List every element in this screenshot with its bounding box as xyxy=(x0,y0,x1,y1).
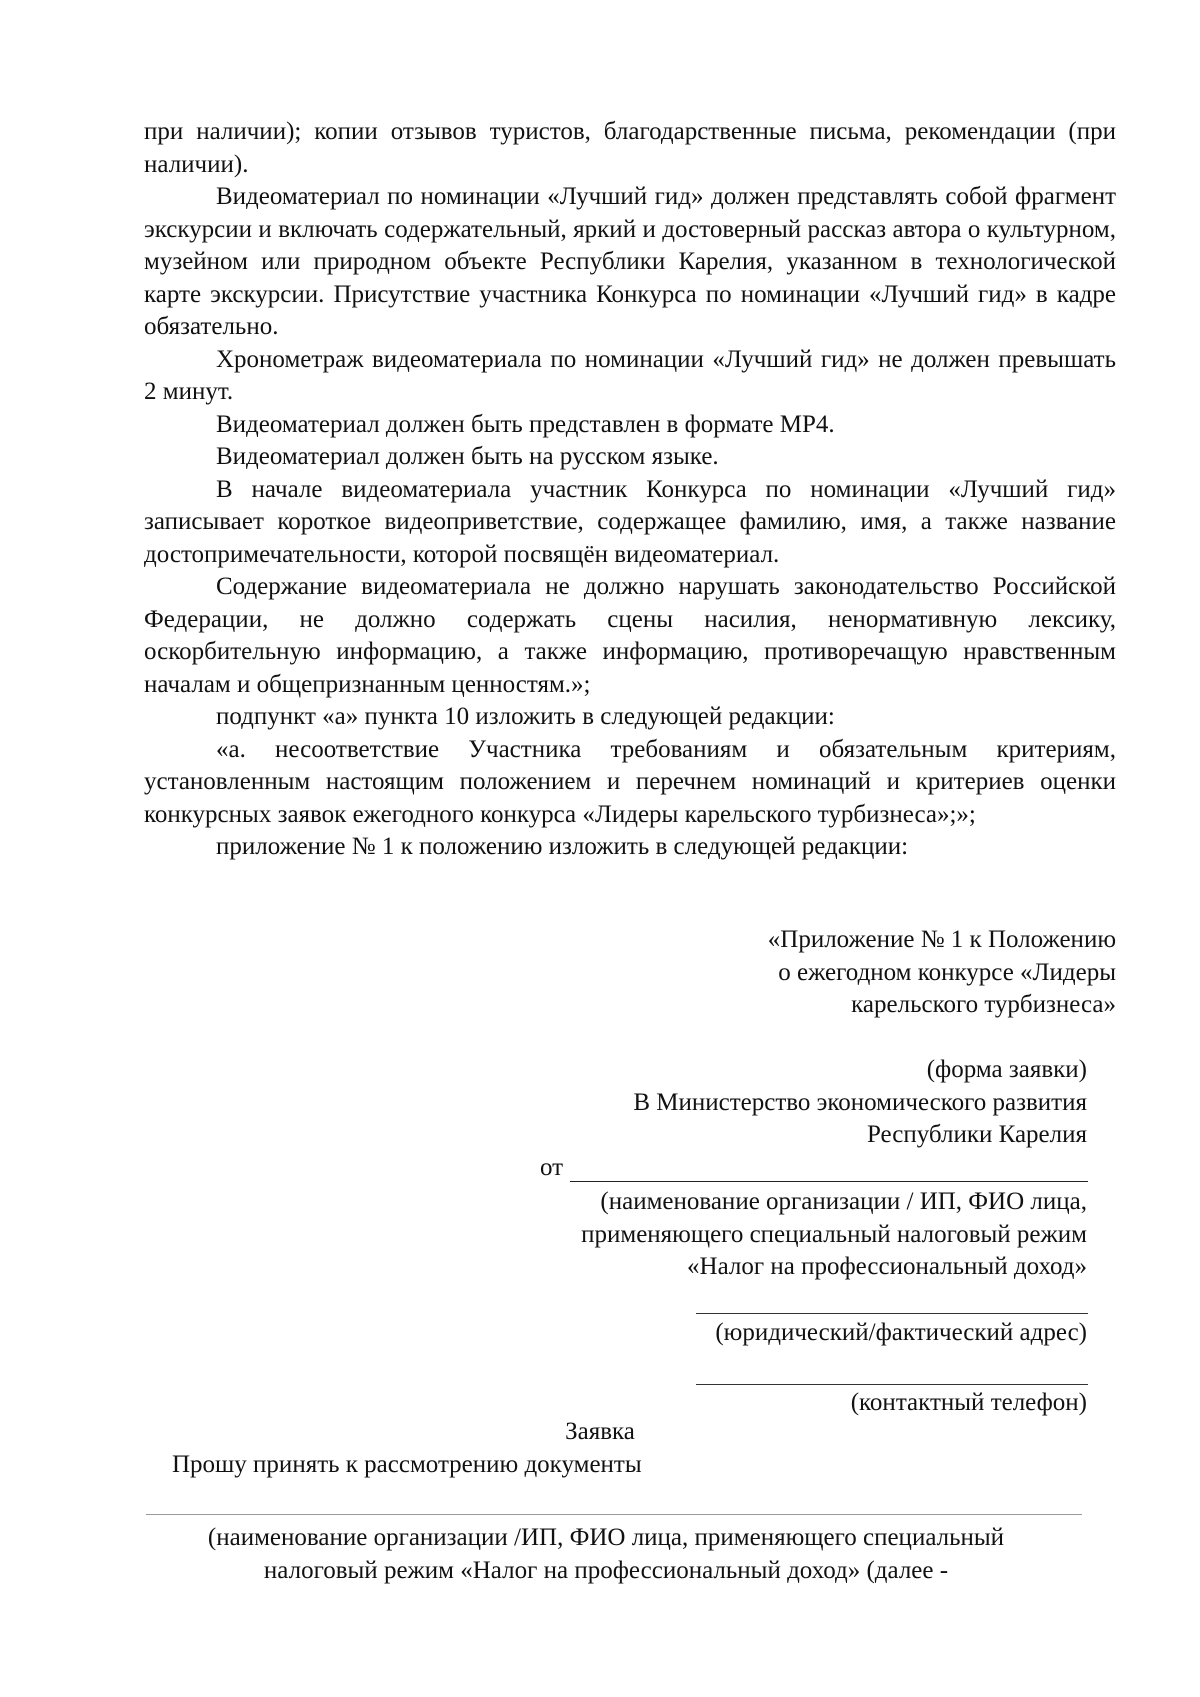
organization-blank-line xyxy=(146,1514,1082,1515)
org-caption-line-1: (наименование организации / ИП, ФИО лица, xyxy=(600,1188,1087,1215)
addressee-line-2: Республики Карелия xyxy=(866,1121,1087,1148)
request-title: Заявка xyxy=(565,1418,635,1445)
phone-blank-line xyxy=(696,1384,1088,1385)
phone-caption: (контактный телефон) xyxy=(850,1389,1087,1416)
from-blank-line xyxy=(570,1181,1088,1182)
bottom-caption xyxy=(150,1522,1062,1587)
addressee-line-1: В Министерство экономического развития xyxy=(633,1088,1087,1116)
appendix-line-2: о ежегодном конкурсе «Лидеры xyxy=(778,958,1116,986)
request-text: Прошу принять к рассмотрению документы xyxy=(172,1451,642,1478)
paragraph-language: Видеоматериал должен быть на русском языке. xyxy=(216,443,719,470)
paragraph-duration: Хронометраж видеоматериала по номинации «Лучший гид» не должен превышать 2 минут. xyxy=(144,345,1116,405)
appendix-line-3: карельского турбизнеса» xyxy=(851,991,1116,1018)
address-caption: (юридический/фактический адрес) xyxy=(715,1319,1087,1346)
paragraph-subclause-a-text: «а. несоответствие Участника требованиям и обязательным критериям, установленным настоящим положением и перечнем номинаций и критериев оценки конкурсных заявок ежегодного конкурса «Лидеры карельского турбизнеса»;»; xyxy=(144,735,1116,828)
paragraph-content-rules: Содержание видеоматериала не должно нарушать законодательство Российской Федерации, не должно содержать сцены насилия, ненормативную лексику, оскорбительную информацию, а также информацию, противоречащую нравственным началам и общепризнанным ценностям.»; xyxy=(144,573,1116,698)
form-header xyxy=(467,1054,1087,1152)
from-label: от xyxy=(540,1154,564,1181)
paragraph-subclause-a: подпункт «а» пункта 10 изложить в следующей редакции: xyxy=(216,703,835,730)
org-caption-line-2: применяющего специальный налоговый режим xyxy=(581,1220,1087,1248)
bottom-caption-line-1: (наименование организации /ИП, ФИО лица, применяющего специальный xyxy=(207,1524,1005,1551)
paragraph-video-requirements: Видеоматериал по номинации «Лучший гид» должен представлять собой фрагмент экскурсии и включать содержательный, яркий и достоверный рассказ автора о культурном, музейном или природном объекте Республики Карелия, указанном в технологической карте экскурсии. Присутствие участника Конкурса по номинации «Лучший гид» в кадре обязательно. xyxy=(144,183,1116,340)
org-caption xyxy=(467,1186,1087,1284)
paragraph-format: Видеоматериал должен быть представлен в формате МР4. xyxy=(216,410,835,438)
bottom-caption-line-2: налоговый режим «Налог на профессиональный доход» (далее - xyxy=(263,1556,949,1584)
paragraph-appendix-instruction: приложение № 1 к положению изложить в следующей редакции: xyxy=(216,833,909,860)
org-caption-line-3: «Налог на профессиональный доход» xyxy=(687,1253,1087,1280)
appendix-line-1: «Приложение № 1 к Положению xyxy=(767,926,1116,953)
paragraph-continuation: при наличии); копии отзывов туристов, благодарственные письма, рекомендации (при наличии). xyxy=(144,118,1116,178)
body-text xyxy=(144,116,1116,864)
appendix-header xyxy=(516,924,1116,1022)
from-field xyxy=(540,1152,1088,1186)
address-blank-line xyxy=(696,1313,1088,1314)
form-label: (форма заявки) xyxy=(926,1056,1087,1083)
paragraph-greeting: В начале видеоматериала участник Конкурса по номинации «Лучший гид» записывает короткое видеоприветствие, содержащее фамилию, имя, а также название достопримечательности, которой посвящён видеоматериал. xyxy=(144,475,1116,568)
